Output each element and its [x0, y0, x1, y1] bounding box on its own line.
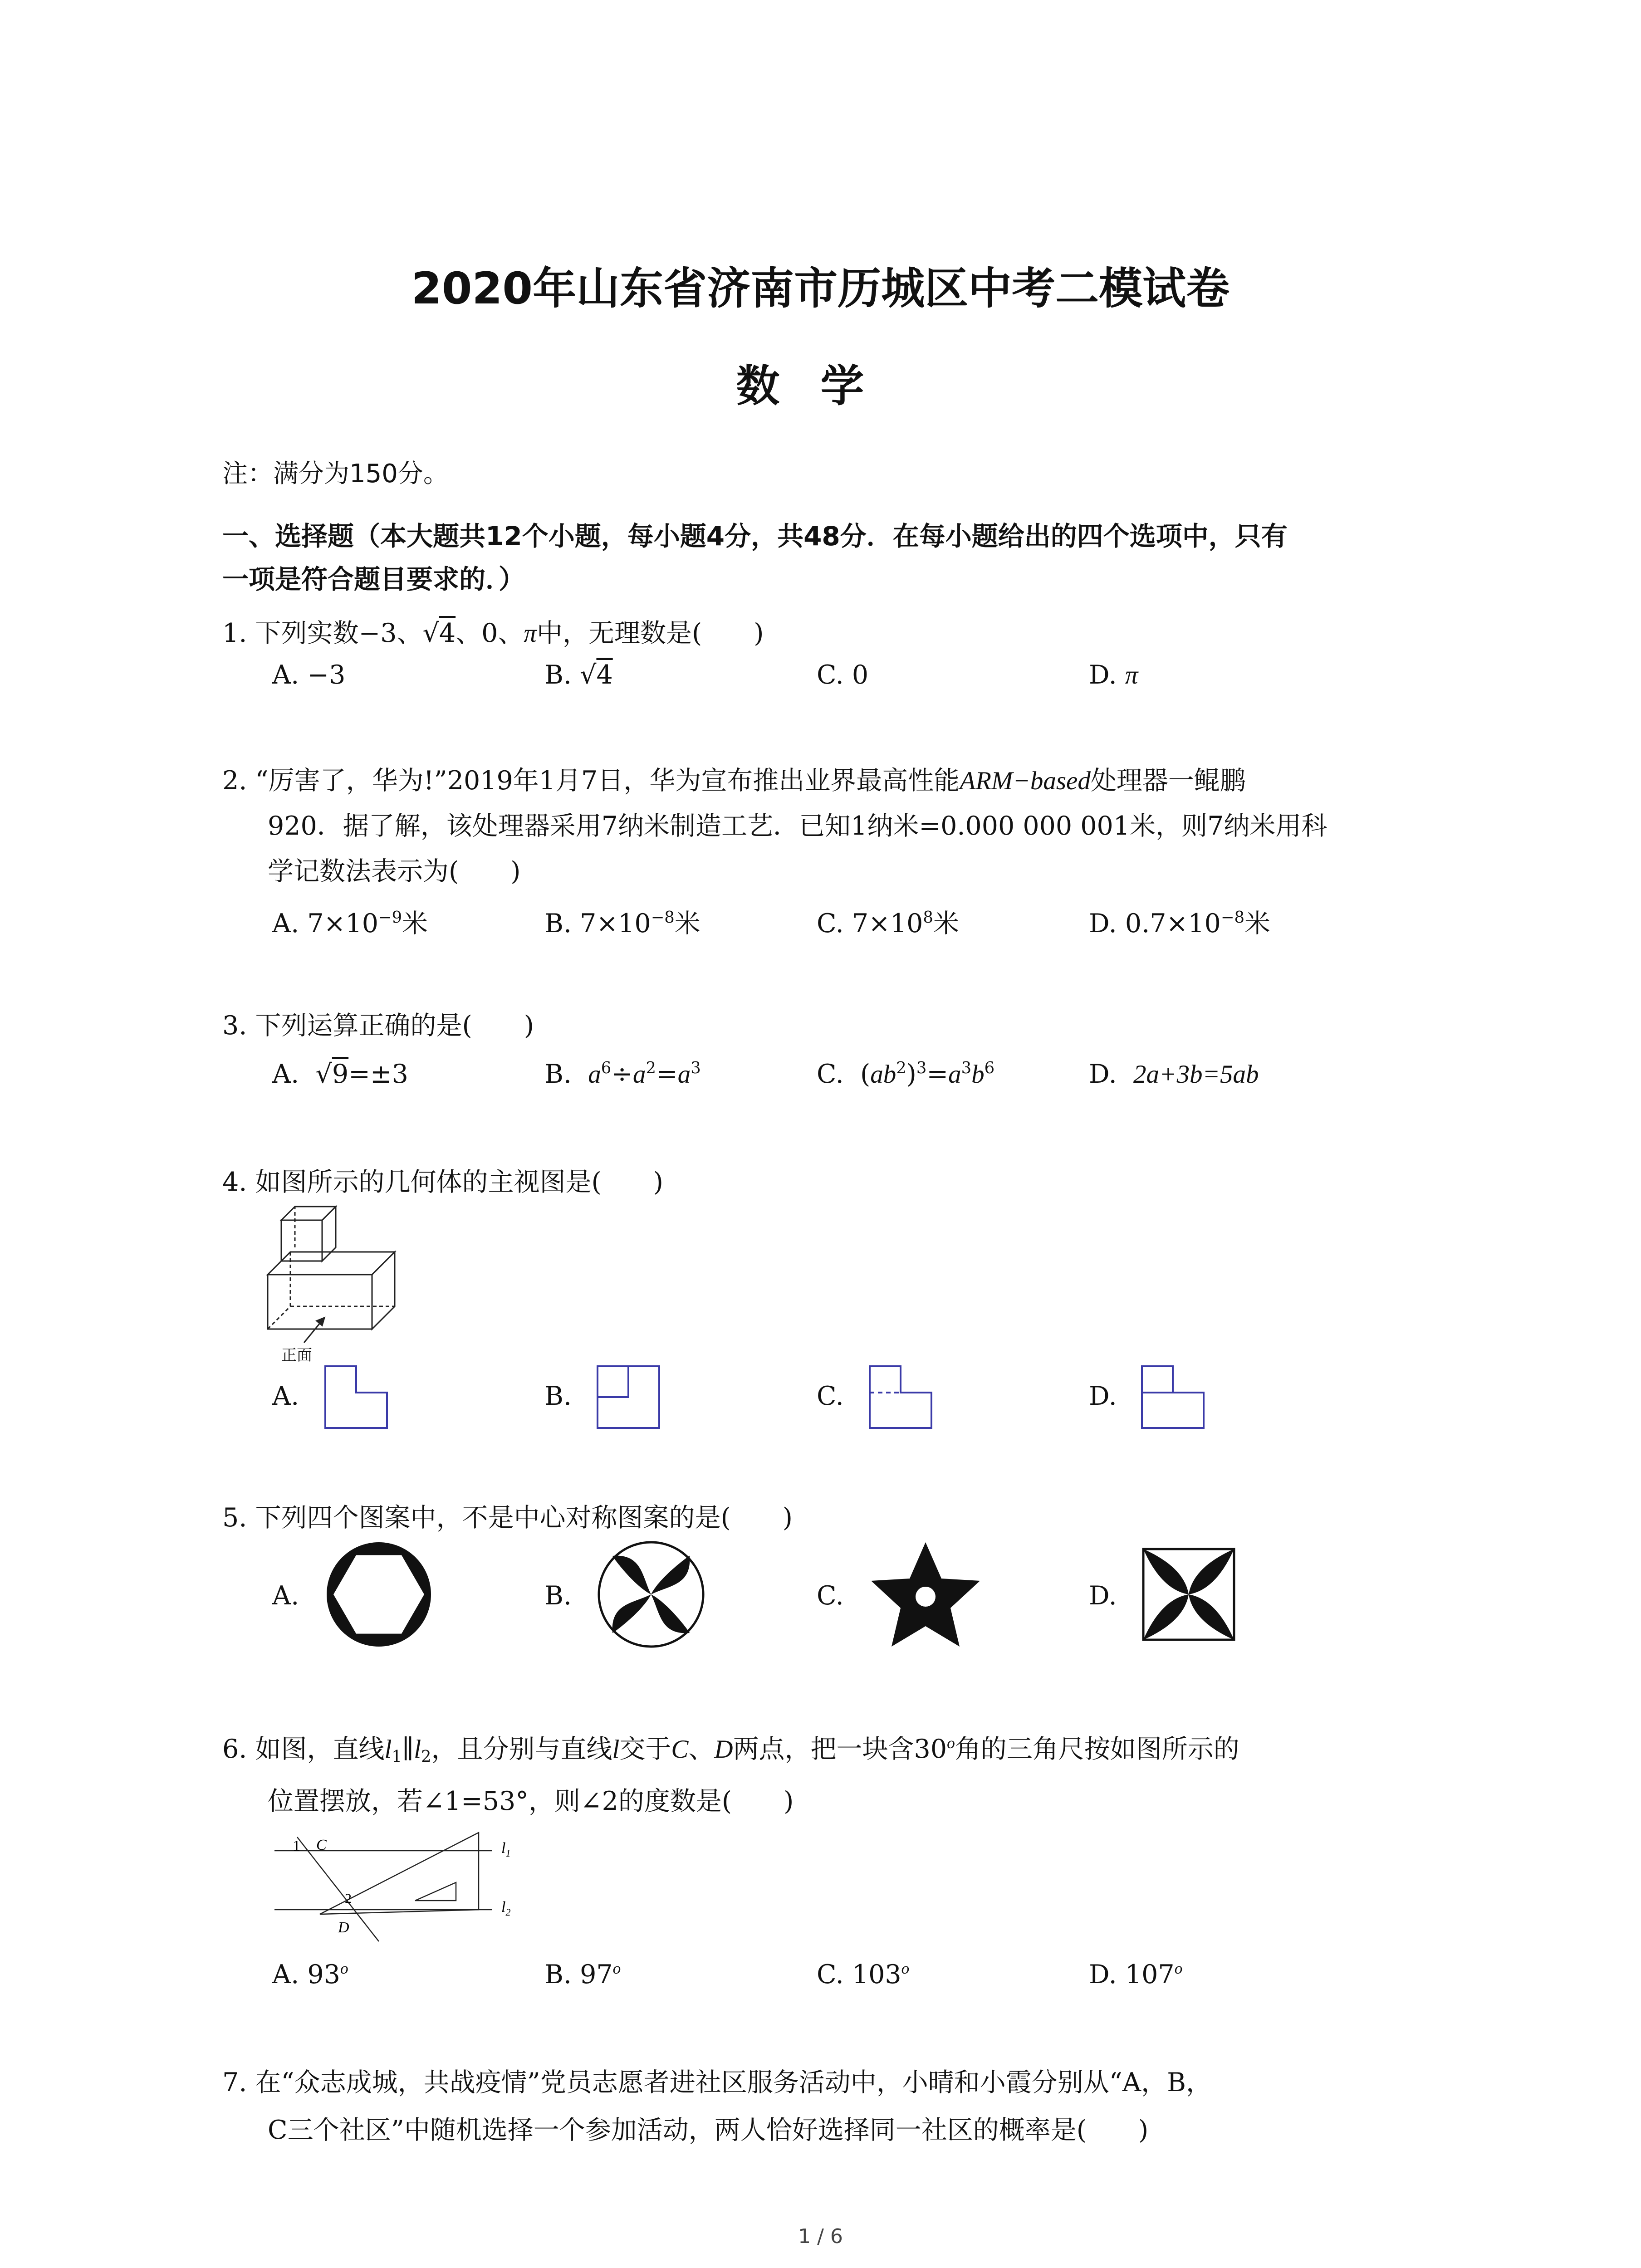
q6-line1: 6. 如图，直线$l_1\parallel l_2$，且分别与直线l交于C、D两点，把一块含30$^o$角的三角尺按如图所示的 — [222, 1734, 1239, 1766]
q1-stem: 1. 下列实数−3、√4、0、π中，无理数是( ) — [222, 618, 764, 648]
q2-option-c[interactable]: C. $7\times 10^8$米 — [817, 908, 959, 938]
q5-option-d-pattern[interactable] — [1141, 1547, 1236, 1642]
q5-option-b-label[interactable]: B. — [544, 1581, 572, 1611]
q4-option-c-label[interactable]: C. — [817, 1381, 844, 1411]
q1-option-d[interactable]: D. π — [1089, 660, 1138, 690]
q6-line-l2-label: $l_2$ — [501, 1899, 511, 1918]
subject-title: 数学 — [736, 361, 905, 411]
q4-option-c-view[interactable] — [869, 1365, 932, 1429]
q3-option-d[interactable]: D. 2a+3b=5ab — [1089, 1059, 1259, 1089]
q5-option-c-pattern[interactable] — [869, 1540, 982, 1653]
q4-option-b-label[interactable]: B. — [544, 1381, 572, 1411]
page-number: 1 / 6 — [798, 2225, 843, 2248]
q6-option-b[interactable]: B. 97$^o$ — [544, 1959, 621, 1989]
page-title: 2020年山东省济南市历城区中考二模试卷 — [411, 263, 1230, 314]
q6-angle-1-label: 1 — [293, 1838, 300, 1854]
q2-option-d[interactable]: D. $0.7\times 10^{-8}$米 — [1089, 908, 1270, 938]
sqrt-sign: √ — [422, 618, 439, 648]
q6-line2: 位置摆放，若∠1=53°，则∠2的度数是( ) — [268, 1786, 794, 1816]
q5-option-a-pattern[interactable] — [324, 1540, 433, 1649]
q4-option-a-label[interactable]: A. — [272, 1381, 299, 1411]
q5-option-a-label[interactable]: A. — [272, 1581, 299, 1611]
q6-point-d-label: D — [338, 1919, 349, 1936]
q5-option-c-label[interactable]: C. — [817, 1581, 844, 1611]
q1-option-c[interactable]: C. 0 — [817, 660, 869, 690]
q5-option-d-label[interactable]: D. — [1089, 1581, 1117, 1611]
q5-stem: 5. 下列四个图案中，不是中心对称图案的是( ) — [222, 1503, 793, 1533]
section-heading-line1: 一、选择题（本大题共12个小题，每小题4分，共48分．在每小题给出的四个选项中，只有 — [222, 521, 1288, 552]
q2-line2: 920．据了解，该处理器采用7纳米制造工艺．已知1纳米=0.000 000 001米，则7纳米用科 — [268, 811, 1327, 841]
q6-figure — [265, 1828, 529, 1946]
q1-option-a[interactable]: A. −3 — [272, 660, 346, 690]
q4-front-label: 正面 — [281, 1346, 312, 1364]
q6-angle-2-label: 2 — [345, 1891, 352, 1906]
q6-line-l1-label: $l_1$ — [501, 1840, 511, 1859]
q4-option-a-view[interactable] — [324, 1365, 388, 1429]
q7-line1: 7. 在“众志成城，共战疫情”党员志愿者进社区服务活动中，小晴和小霞分别从“A，B， — [222, 2068, 1212, 2097]
q4-option-d-view[interactable] — [1141, 1365, 1205, 1429]
q2-option-b[interactable]: B. $7\times 10^{-8}$米 — [544, 908, 700, 938]
q3-option-c[interactable]: C. $(ab^2)^3=a^3b^6$ — [817, 1058, 995, 1089]
q2-line1: 2. “厉害了，华为!”2019年1月7日，华为宣布推出业界最高性能ARM−based处理器一鲲鹏 — [222, 766, 1246, 796]
q2-line3: 学记数法表示为( ) — [268, 856, 521, 886]
q3-option-a[interactable]: A. √9=±3 — [272, 1059, 408, 1089]
q6-option-a[interactable]: A. 93$^o$ — [272, 1959, 348, 1989]
q4-option-b-view[interactable] — [597, 1365, 660, 1429]
q4-option-d-label[interactable]: D. — [1089, 1381, 1117, 1411]
q3-stem: 3. 下列运算正确的是( ) — [222, 1011, 534, 1041]
q6-option-d[interactable]: D. 107$^o$ — [1089, 1959, 1183, 1989]
q6-option-c[interactable]: C. 103$^o$ — [817, 1959, 910, 1989]
q5-option-b-pattern[interactable] — [597, 1540, 705, 1649]
q6-point-c-label: C — [316, 1837, 327, 1853]
score-note: 注：满分为150分。 — [222, 459, 449, 489]
section-heading-line2: 一项是符合题目要求的．） — [222, 564, 525, 595]
q1-option-b[interactable]: B. √4 — [544, 660, 613, 690]
q7-line2: C三个社区”中随机选择一个参加活动，两人恰好选择同一社区的概率是( ) — [268, 2115, 1149, 2145]
q3-option-b[interactable]: B. $a^6\div a^2=a^3$ — [544, 1058, 701, 1089]
q4-stem: 4. 如图所示的几何体的主视图是( ) — [222, 1167, 663, 1197]
q2-option-a[interactable]: A. $7\times 10^{-9}$米 — [272, 908, 428, 938]
q4-solid-figure — [259, 1202, 399, 1370]
